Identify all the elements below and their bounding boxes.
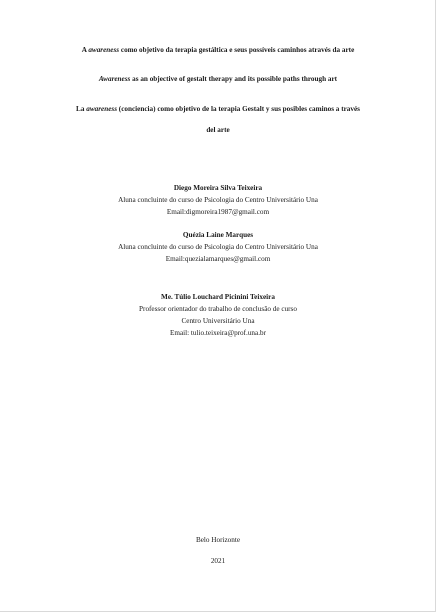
- author-role: Aluna concluinte do curso de Psicologia do Centro Universitário Una: [118, 196, 318, 204]
- title-en-suffix: as an objective of gestalt therapy and its possible paths through art: [130, 75, 338, 83]
- title-es-suffix: (conciencia) como objetivo de la terapia Gestalt y sus posibles caminos a través: [117, 105, 360, 113]
- title-en-italic: Awareness: [98, 75, 131, 83]
- advisor-email: Email: tulio.teixeira@prof.una.br: [169, 329, 267, 337]
- author-email: Email:quezialamarques@gmail.com: [165, 255, 271, 263]
- author-name: Quézia Laine Marques: [182, 231, 254, 239]
- title-pt-italic: awareness: [88, 46, 120, 54]
- title-english: [0, 74, 436, 84]
- title-es-prefix: La: [76, 105, 87, 113]
- author-email: Email:digmoreira1987@gmail.com: [166, 208, 270, 216]
- title-spanish-line2: del arte: [206, 126, 230, 134]
- title-pt-prefix: A: [81, 46, 89, 54]
- title-portuguese: [0, 45, 436, 55]
- title-pt-suffix: como objetivo da terapia gestáltica e seus possíveis caminhos através da arte: [119, 46, 355, 54]
- footer-year: 2021: [210, 557, 226, 565]
- title-spanish: [0, 104, 436, 114]
- footer-city: Belo Horizonte: [195, 536, 241, 544]
- title-es-italic: awareness: [86, 105, 117, 113]
- advisor-institution: Centro Universitário Una: [181, 317, 255, 325]
- author-role: Aluna concluinte do curso de Psicologia do Centro Universitário Una: [118, 243, 318, 251]
- advisor-role: Professor orientador do trabalho de conclusão de curso: [139, 305, 297, 313]
- advisor-name: Me. Túlio Louchard Picinini Teixeira: [161, 293, 275, 301]
- author-name: Diego Moreira Silva Teixeira: [173, 184, 263, 192]
